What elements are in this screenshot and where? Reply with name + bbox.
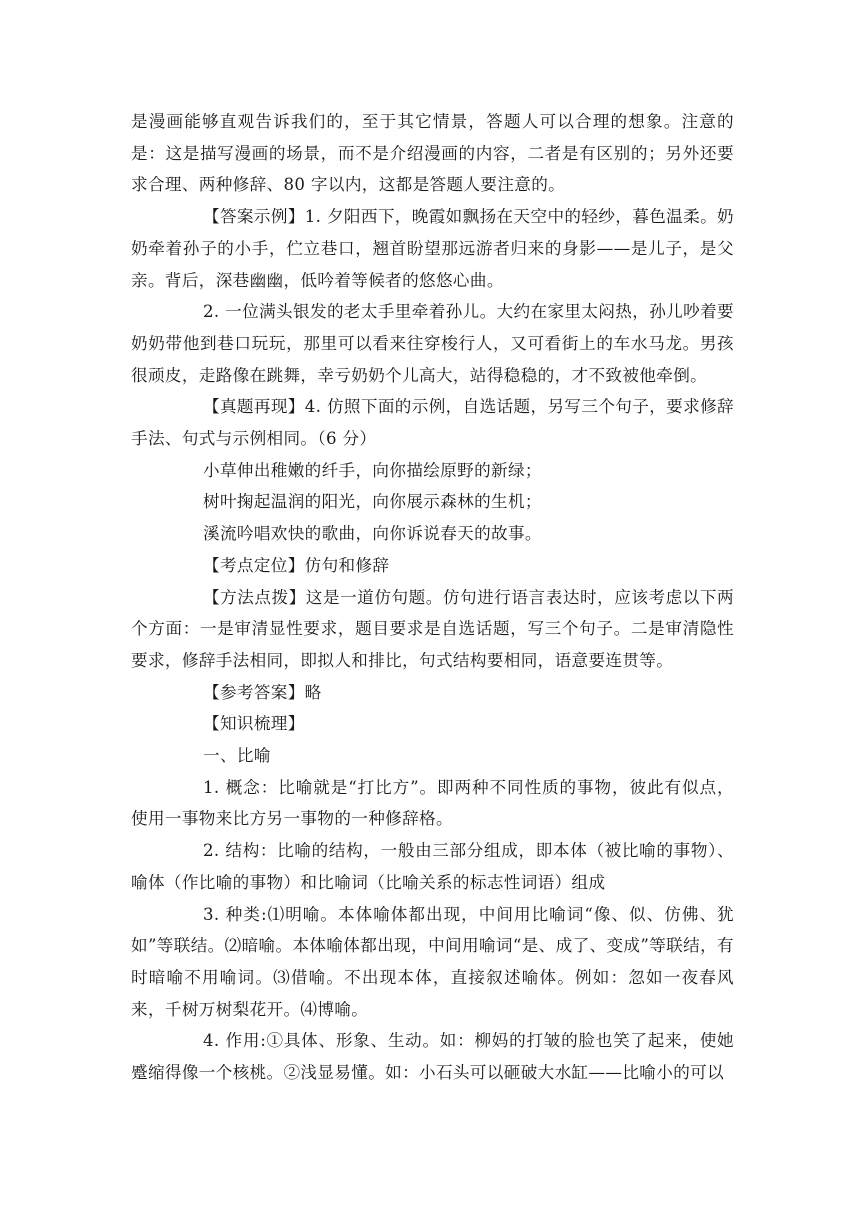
example-sentence-2: 树叶掬起温润的阳光，向你展示森林的生机； (203, 492, 542, 512)
example-sentence-3: 溪流吟唱欢快的歌曲，向你诉说春天的故事。 (203, 524, 542, 544)
paragraph-function: 4. 作用:①具体、形象、生动。如：柳妈的打皱的脸也笑了起来，使她蹙缩得像一个核桃。②浅显易懂。如：小石头可以砸破大水缸——比喻小的可以 (131, 1031, 734, 1083)
paragraph-types: 3. 种类:⑴明喻。本体喻体都出现，中间用比喻词“像、似、仿佛、犹如”等联结。⑵暗喻。本体喻体都出现，中间用喻词“是、成了、变成”等联结，有时暗喻不用喻词。⑶借喻。不出现本体，直接叙述喻体。例如：忽如一夜春风来，千树万树梨花开。⑷博喻。 (131, 904, 734, 1019)
paragraph-knowledge-heading: 【知识梳理】 (203, 714, 305, 734)
example-sentence-1: 小草伸出稚嫩的纤手，向你描绘原野的新绿； (203, 460, 542, 480)
section-heading-metaphor: 一、比喻 (203, 746, 271, 766)
paragraph-answer-example-2: 2. 一位满头银发的老太手里牵着孙儿。大约在家里太闷热，孙儿吵着要奶奶带他到巷口玩玩，那里可以看来往穿梭行人，又可看街上的车水马龙。男孩很顽皮，走路像在跳舞，幸亏奶奶个儿高大，站得稳稳的，才不致被他牵倒。 (131, 302, 734, 385)
paragraph-structure: 2. 结构：比喻的结构，一般由三部分组成，即本体（被比喻的事物）、喻体（作比喻的事物）和比喻词（比喻关系的标志性词语）组成 (131, 841, 734, 892)
paragraph-exam-question: 【真题再现】4. 仿照下面的示例，自选话题，另写三个句子，要求修辞手法、句式与示例相同。（6 分） (131, 397, 734, 449)
paragraph-reference-answer: 【参考答案】略 (203, 682, 322, 702)
paragraph-answer-example-1: 【答案示例】1. 夕阳西下，晚霞如飘扬在天空中的轻纱，暮色温柔。奶奶牵着孙子的小手，伫立巷口，翘首盼望那远游者归来的身影——是儿子，是父亲。背后，深巷幽幽，低吟着等候者的悠悠心曲。 (131, 207, 734, 290)
paragraph-method: 【方法点拨】这是一道仿句题。仿句进行语言表达时，应该考虑以下两个方面：一是审清显性要求，题目要求是自选话题，写三个句子。二是审清隐性要求，修辞手法相同，即拟人和排比，句式结构要相同，语意要连贯等。 (131, 587, 734, 670)
paragraph-key-point: 【考点定位】仿句和修辞 (203, 555, 390, 575)
paragraph: 是漫画能够直观告诉我们的，至于其它情景，答题人可以合理的想象。注意的是：这是描写漫画的场景，而不是介绍漫画的内容，二者是有区别的；另外还要求合理、两种修辞、80 字以内，这都是答题人要注意的。 (131, 112, 734, 195)
document-body (131, 106, 734, 1089)
paragraph-concept: 1. 概念：比喻就是“打比方”。即两种不同性质的事物，彼此有似点，使用一事物来比方另一事物的一种修辞格。 (131, 777, 734, 829)
